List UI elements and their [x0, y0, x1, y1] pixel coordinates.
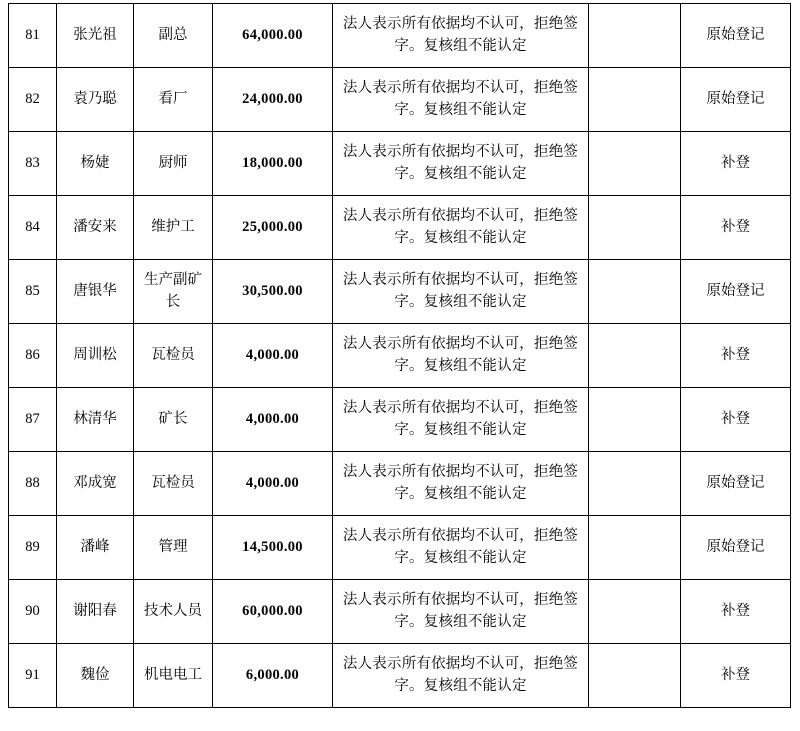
document-page	[0, 3, 800, 731]
table-row	[9, 132, 791, 196]
row-name: 周训松	[57, 324, 134, 388]
row-amount: 4,000.00	[213, 324, 333, 388]
row-blank	[589, 644, 681, 708]
row-note: 法人表示所有依据均不认可，拒绝签字。复核组不能认定	[333, 452, 589, 516]
row-status: 原始登记	[681, 516, 791, 580]
row-note: 法人表示所有依据均不认可，拒绝签字。复核组不能认定	[333, 516, 589, 580]
table-body	[9, 4, 791, 708]
table-row	[9, 324, 791, 388]
table-row	[9, 68, 791, 132]
row-index: 86	[9, 324, 57, 388]
row-note: 法人表示所有依据均不认可，拒绝签字。复核组不能认定	[333, 132, 589, 196]
row-role: 技术人员	[134, 580, 213, 644]
table-row	[9, 4, 791, 68]
row-index: 82	[9, 68, 57, 132]
row-amount: 25,000.00	[213, 196, 333, 260]
row-blank	[589, 132, 681, 196]
row-blank	[589, 516, 681, 580]
row-status: 补登	[681, 388, 791, 452]
row-status: 补登	[681, 196, 791, 260]
row-status: 补登	[681, 132, 791, 196]
row-name: 杨婕	[57, 132, 134, 196]
row-index: 87	[9, 388, 57, 452]
row-amount: 18,000.00	[213, 132, 333, 196]
row-role: 看厂	[134, 68, 213, 132]
row-amount: 14,500.00	[213, 516, 333, 580]
row-role: 管理	[134, 516, 213, 580]
row-note: 法人表示所有依据均不认可，拒绝签字。复核组不能认定	[333, 68, 589, 132]
row-note: 法人表示所有依据均不认可，拒绝签字。复核组不能认定	[333, 4, 589, 68]
row-index: 81	[9, 4, 57, 68]
row-blank	[589, 388, 681, 452]
table-row	[9, 516, 791, 580]
row-status: 补登	[681, 580, 791, 644]
row-amount: 30,500.00	[213, 260, 333, 324]
row-note: 法人表示所有依据均不认可，拒绝签字。复核组不能认定	[333, 580, 589, 644]
row-role: 维护工	[134, 196, 213, 260]
row-role: 厨师	[134, 132, 213, 196]
table-row	[9, 260, 791, 324]
row-name: 潘安来	[57, 196, 134, 260]
row-blank	[589, 580, 681, 644]
row-name: 潘峰	[57, 516, 134, 580]
row-name: 林清华	[57, 388, 134, 452]
row-status: 原始登记	[681, 68, 791, 132]
row-amount: 4,000.00	[213, 452, 333, 516]
row-note: 法人表示所有依据均不认可，拒绝签字。复核组不能认定	[333, 644, 589, 708]
row-blank	[589, 260, 681, 324]
row-amount: 6,000.00	[213, 644, 333, 708]
claims-table	[8, 3, 791, 708]
row-blank	[589, 324, 681, 388]
row-note: 法人表示所有依据均不认可，拒绝签字。复核组不能认定	[333, 260, 589, 324]
row-blank	[589, 452, 681, 516]
row-name: 魏俭	[57, 644, 134, 708]
table-row	[9, 196, 791, 260]
row-amount: 24,000.00	[213, 68, 333, 132]
row-blank	[589, 4, 681, 68]
row-status: 原始登记	[681, 4, 791, 68]
row-index: 89	[9, 516, 57, 580]
row-status: 补登	[681, 644, 791, 708]
row-role: 矿长	[134, 388, 213, 452]
row-role: 瓦检员	[134, 324, 213, 388]
row-index: 84	[9, 196, 57, 260]
row-blank	[589, 196, 681, 260]
row-index: 88	[9, 452, 57, 516]
row-index: 85	[9, 260, 57, 324]
row-amount: 4,000.00	[213, 388, 333, 452]
row-note: 法人表示所有依据均不认可，拒绝签字。复核组不能认定	[333, 196, 589, 260]
row-amount: 60,000.00	[213, 580, 333, 644]
table-row	[9, 388, 791, 452]
row-name: 袁乃聪	[57, 68, 134, 132]
table-row	[9, 644, 791, 708]
row-name: 唐银华	[57, 260, 134, 324]
row-name: 张光祖	[57, 4, 134, 68]
row-role: 瓦检员	[134, 452, 213, 516]
row-status: 补登	[681, 324, 791, 388]
row-name: 谢阳春	[57, 580, 134, 644]
row-index: 90	[9, 580, 57, 644]
table-row	[9, 580, 791, 644]
row-status: 原始登记	[681, 452, 791, 516]
row-name: 邓成宽	[57, 452, 134, 516]
row-index: 91	[9, 644, 57, 708]
table-row	[9, 452, 791, 516]
row-role: 副总	[134, 4, 213, 68]
row-note: 法人表示所有依据均不认可，拒绝签字。复核组不能认定	[333, 324, 589, 388]
row-role: 生产副矿长	[134, 260, 213, 324]
row-status: 原始登记	[681, 260, 791, 324]
row-role: 机电电工	[134, 644, 213, 708]
row-note: 法人表示所有依据均不认可，拒绝签字。复核组不能认定	[333, 388, 589, 452]
row-blank	[589, 68, 681, 132]
row-index: 83	[9, 132, 57, 196]
row-amount: 64,000.00	[213, 4, 333, 68]
